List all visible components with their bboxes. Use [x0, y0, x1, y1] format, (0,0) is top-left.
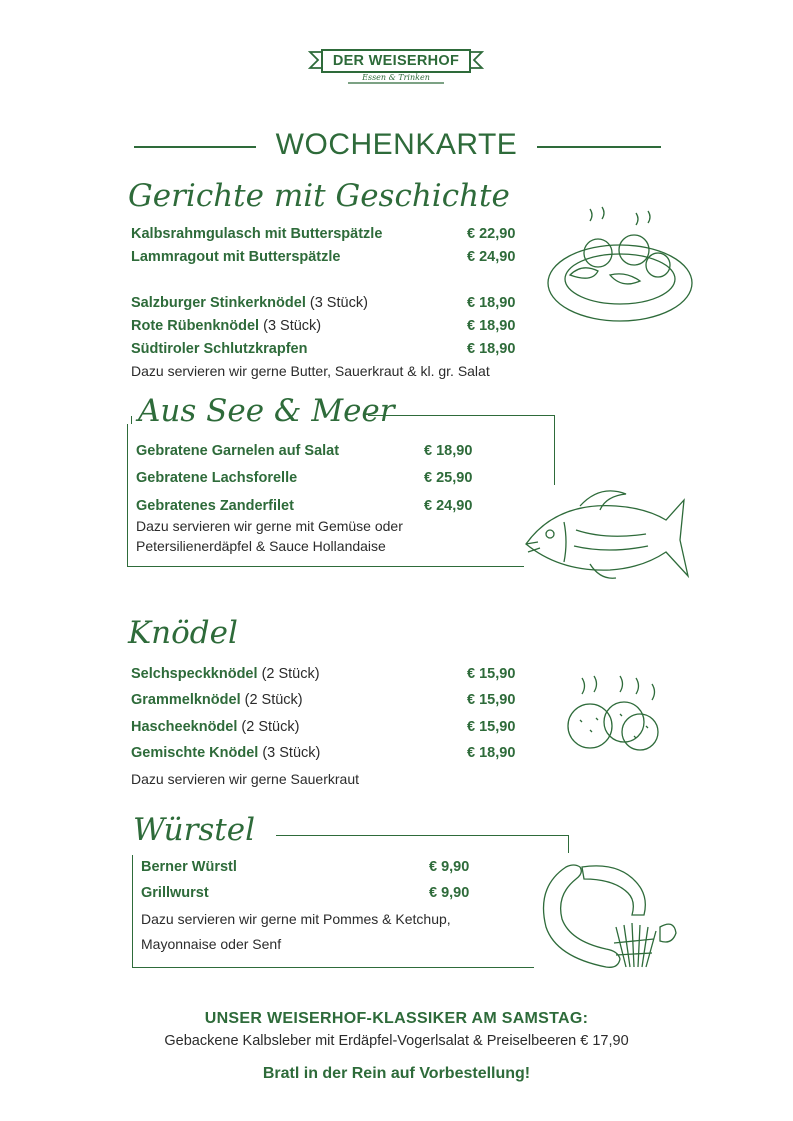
- menu-item: Salzburger Stinkerknödel (3 Stück): [131, 295, 368, 311]
- menu-price: € 9,90: [429, 859, 470, 875]
- menu-item: Lammragout mit Butterspätzle: [131, 249, 341, 265]
- menu-item: Selchspeckknödel (2 Stück): [131, 666, 320, 682]
- menu-item: Hascheeknödel (2 Stück): [131, 719, 300, 735]
- frame-see-left-top: [131, 416, 132, 424]
- section-heading-see: Aus See & Meer: [138, 393, 395, 429]
- menu-item: Kalbsrahmgulasch mit Butterspätzle: [131, 226, 383, 242]
- section-note-see-1: Dazu servieren wir gerne mit Gemüse oder: [136, 518, 403, 534]
- menu-price: € 18,90: [467, 745, 516, 761]
- section-note-wuerstel-1: Dazu servieren wir gerne mit Pommes & Ketchup,: [141, 911, 451, 927]
- frame-see-bottom: [127, 566, 524, 567]
- section-note-wuerstel-2: Mayonnaise oder Senf: [141, 936, 282, 952]
- weekly-classic-heading: UNSER WEISERHOF-KLASSIKER AM SAMSTAG:: [204, 1010, 589, 1027]
- frame-see-top: [368, 415, 555, 416]
- menu-price: € 25,90: [424, 470, 473, 486]
- weekly-classic-text: Gebackene Kalbsleber mit Erdäpfel-Vogerlsalat & Preiselbeeren € 17,90: [164, 1033, 629, 1049]
- logo: [308, 48, 484, 88]
- frame-wuerstel-right: [568, 835, 569, 853]
- section-note-see-2: Petersilienerdäpfel & Sauce Hollandaise: [136, 538, 386, 554]
- menu-item: Grammelknödel (2 Stück): [131, 692, 303, 708]
- frame-see-right: [554, 415, 555, 485]
- frame-wuerstel-bottom: [132, 967, 534, 968]
- section-heading-knoedel: Knödel: [128, 615, 238, 651]
- sausage-illustration: [536, 857, 686, 975]
- frame-see-left: [127, 424, 128, 567]
- menu-price: € 18,90: [424, 443, 473, 459]
- bratl-notice: Bratl in der Rein auf Vorbestellung!: [262, 1065, 531, 1082]
- menu-price: € 18,90: [467, 295, 516, 311]
- menu-price: € 15,90: [467, 719, 516, 735]
- fish-illustration: [520, 482, 690, 592]
- section-note-gerichte: Dazu servieren wir gerne Butter, Sauerkraut & kl. gr. Salat: [131, 363, 490, 379]
- frame-wuerstel-top: [276, 835, 569, 836]
- menu-price: € 24,90: [467, 249, 516, 265]
- section-note-knoedel: Dazu servieren wir gerne Sauerkraut: [131, 771, 359, 787]
- logo-tagline: Essen & Trinken: [362, 73, 430, 82]
- dumplings-illustration: [560, 670, 670, 755]
- section-heading-wuerstel: Würstel: [133, 812, 256, 848]
- menu-item: Südtiroler Schlutzkrapfen: [131, 341, 308, 357]
- plate-illustration: [540, 205, 700, 330]
- menu-item: Rote Rübenknödel (3 Stück): [131, 318, 322, 334]
- frame-wuerstel-left: [132, 855, 133, 968]
- menu-price: € 15,90: [467, 666, 516, 682]
- menu-item: Grillwurst: [141, 885, 209, 901]
- menu-item: Gebratene Garnelen auf Salat: [136, 443, 340, 459]
- menu-price: € 15,90: [467, 692, 516, 708]
- menu-price: € 18,90: [467, 318, 516, 334]
- title-line-right: [537, 146, 661, 148]
- menu-item: Gebratenes Zanderfilet: [136, 498, 294, 514]
- menu-item: Berner Würstl: [141, 859, 237, 875]
- menu-price: € 22,90: [467, 226, 516, 242]
- logo-name: DER WEISERHOF: [332, 53, 460, 69]
- menu-item: Gemischte Knödel (3 Stück): [131, 745, 321, 761]
- page-title: WOCHENKARTE: [275, 128, 518, 161]
- menu-price: € 18,90: [467, 341, 516, 357]
- menu-item: Gebratene Lachsforelle: [136, 470, 298, 486]
- menu-price: € 9,90: [429, 885, 470, 901]
- menu-price: € 24,90: [424, 498, 473, 514]
- section-heading-gerichte: Gerichte mit Geschichte: [128, 178, 510, 214]
